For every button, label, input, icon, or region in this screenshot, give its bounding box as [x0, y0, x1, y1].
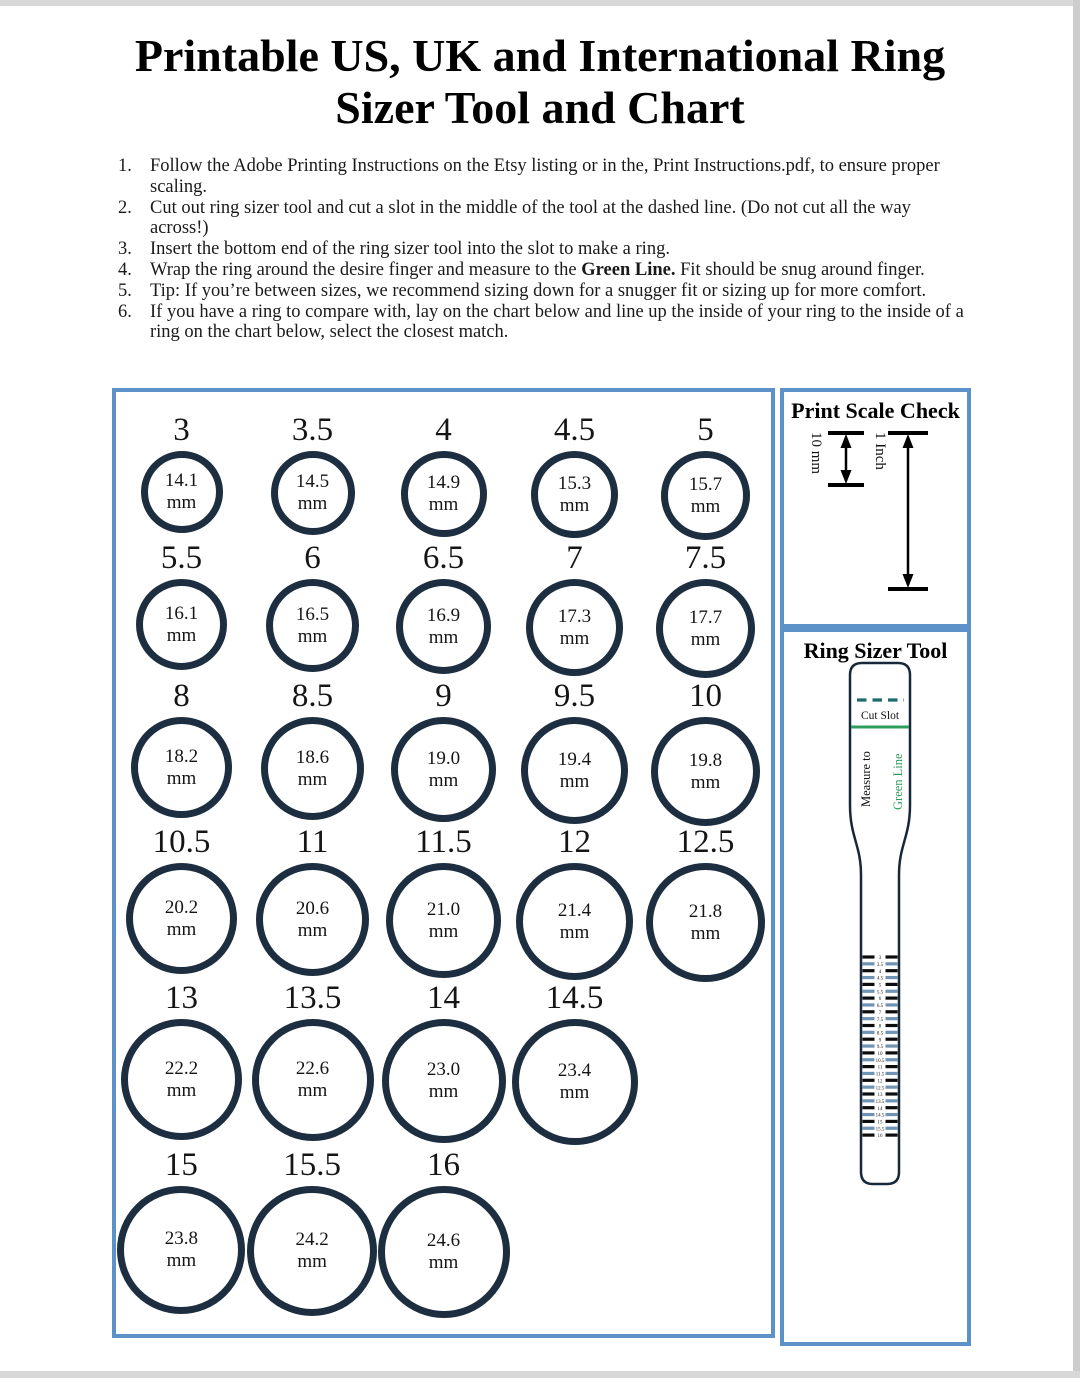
- ring-circle: [386, 863, 501, 978]
- ruler-size-label: 5: [878, 983, 882, 989]
- tick-left-7: [863, 1010, 875, 1013]
- instruction-text: Insert the bottom end of the ring sizer tool into the slot to make a ring.: [150, 239, 670, 260]
- tick-right-13.5: [886, 1099, 898, 1102]
- ring-size-cell: [521, 678, 628, 826]
- page-title-line2: Sizer Tool and Chart: [335, 82, 745, 134]
- ring-circle: [261, 717, 364, 820]
- ring-diameter-label: 14.1 mm: [164, 470, 199, 513]
- instruction-text: Wrap the ring around the desire finger and measure to the Green Line. Fit should be snug around finger.: [150, 259, 925, 280]
- ring-diameter-label: 23.8 mm: [164, 1228, 198, 1271]
- ring-diameter-label: 14.5 mm: [295, 471, 330, 514]
- tick-right-8.5: [886, 1031, 898, 1034]
- us-size-label: 3: [173, 412, 190, 448]
- tick-right-3.5: [886, 962, 898, 965]
- ring-circle: [396, 579, 491, 674]
- ring-diameter-label: 15.7 mm: [688, 473, 723, 517]
- ring-circle: [378, 1186, 510, 1318]
- us-size-label: 13: [165, 980, 198, 1016]
- ruler-size-label: 10.5: [875, 1058, 885, 1064]
- ruler-size-label: 11: [877, 1065, 883, 1071]
- size-row-5: [116, 980, 771, 1145]
- instruction-item-2: [118, 198, 974, 240]
- ring-circle: [521, 717, 628, 824]
- us-size-label: 3.5: [291, 412, 334, 448]
- us-size-label: 4: [435, 412, 452, 448]
- page-edge-top: [0, 0, 1080, 6]
- ring-circle: [516, 863, 633, 980]
- tick-left-12: [863, 1079, 875, 1082]
- us-size-label: 10: [689, 678, 722, 714]
- size-row-6: [116, 1147, 771, 1318]
- us-size-label: 6: [304, 540, 321, 576]
- ring-size-chart: [112, 388, 775, 1338]
- one-inch-arrowhead-up: [903, 434, 914, 448]
- ring-diameter-label: 14.9 mm: [426, 472, 461, 515]
- tick-right-15.5: [886, 1127, 898, 1130]
- us-size-label: 5: [697, 412, 714, 448]
- ring-circle: [382, 1019, 506, 1143]
- ruler-size-label: 7: [878, 1010, 882, 1016]
- tick-left-7.5: [863, 1017, 875, 1020]
- ring-diameter-label: 15.3 mm: [557, 472, 592, 516]
- ten-mm-label: 10 mm: [808, 432, 824, 475]
- us-size-label: 14: [427, 980, 460, 1016]
- tick-right-11: [886, 1065, 898, 1068]
- instruction-number: 1.: [118, 156, 132, 176]
- ring-diameter-label: 24.2 mm: [295, 1229, 329, 1272]
- us-size-label: 13.5: [283, 980, 342, 1016]
- instruction-item-4: [118, 260, 974, 281]
- instruction-item-3: [118, 239, 974, 260]
- green-line-label: Green Line: [891, 753, 905, 810]
- ring-diameter-label: 20.6 mm: [295, 897, 330, 941]
- tick-right-7: [886, 1010, 898, 1013]
- us-size-label: 15: [164, 1147, 198, 1183]
- ring-size-cell: [646, 824, 765, 982]
- ruler-size-label: 7.5: [876, 1017, 884, 1023]
- ring-circle: [646, 863, 765, 982]
- tick-right-12: [886, 1079, 898, 1082]
- tick-left-5: [863, 983, 875, 986]
- tick-right-10: [886, 1051, 898, 1054]
- ring-circle: [526, 579, 623, 676]
- tick-left-15: [863, 1120, 875, 1123]
- instruction-text: Follow the Adobe Printing Instructions on the Etsy listing or in the, Print Instructions.pdf, to ensure proper scaling.: [150, 156, 940, 197]
- tick-right-14: [886, 1106, 898, 1109]
- ring-size-cell: [256, 824, 369, 982]
- ring-diameter-label: 23.0 mm: [426, 1059, 461, 1102]
- print-scale-check-title: Print Scale Check: [791, 398, 960, 423]
- instructions-list: [118, 156, 974, 343]
- us-size-label: 11: [296, 824, 329, 860]
- tick-left-16: [863, 1134, 875, 1137]
- tick-left-13.5: [863, 1099, 875, 1102]
- ring-circle: [131, 717, 232, 818]
- ring-circle: [271, 451, 355, 535]
- page-title-line1: Printable US, UK and International Ring: [134, 30, 946, 81]
- tick-left-14: [863, 1106, 875, 1109]
- instruction-item-5: [118, 281, 974, 302]
- ring-circle: [117, 1186, 245, 1314]
- us-size-label: 16: [427, 1147, 460, 1183]
- ruler-size-label: 9: [878, 1038, 882, 1044]
- ruler-size-label: 5.5: [876, 990, 884, 996]
- tick-left-10: [863, 1051, 875, 1054]
- us-size-label: 7.5: [684, 540, 727, 576]
- ring-circle: [247, 1186, 377, 1316]
- tick-right-9.5: [886, 1044, 898, 1047]
- ruler-size-label: 4: [878, 969, 882, 975]
- us-size-label: 9.5: [553, 678, 596, 714]
- us-size-label: 4.5: [553, 412, 596, 448]
- ruler-size-label: 15: [877, 1120, 883, 1126]
- ring-diameter-label: 16.5 mm: [295, 603, 330, 647]
- ruler-size-label: 14: [877, 1106, 883, 1112]
- size-row-2: [116, 540, 771, 678]
- ring-circle: [126, 863, 237, 974]
- ruler-size-label: 13: [877, 1093, 883, 1099]
- ruler-size-label: 14.5: [875, 1113, 885, 1119]
- us-size-label: 7: [566, 540, 583, 576]
- tick-left-12.5: [863, 1086, 875, 1089]
- tick-left-4: [863, 969, 875, 972]
- tick-left-6.5: [863, 1003, 875, 1006]
- tick-left-10.5: [863, 1058, 875, 1061]
- one-inch-label: 1 Inch: [872, 432, 888, 470]
- tick-right-6: [886, 997, 898, 1000]
- ring-diameter-label: 21.8 mm: [688, 900, 723, 944]
- ring-diameter-label: 16.9 mm: [426, 604, 461, 648]
- tick-right-15: [886, 1120, 898, 1123]
- tick-left-9: [863, 1038, 875, 1041]
- ring-sizer-tool-panel: [780, 628, 971, 1346]
- ruler-size-label: 13.5: [875, 1099, 885, 1105]
- ruler-size-label: 3: [878, 956, 882, 962]
- ring-size-cell: [382, 980, 506, 1145]
- ring-size-cell: [396, 540, 491, 678]
- instruction-item-1: [118, 156, 974, 198]
- tick-right-14.5: [886, 1113, 898, 1116]
- ring-size-cell: [512, 980, 638, 1145]
- us-size-label: 11.5: [415, 824, 472, 860]
- ring-size-cell: [131, 678, 232, 826]
- ring-size-cell: [266, 540, 359, 678]
- ring-size-cell: [386, 824, 501, 982]
- ring-diameter-label: 19.0 mm: [426, 747, 461, 791]
- ring-size-cell: [136, 540, 227, 678]
- us-size-label: 8: [173, 678, 190, 714]
- ring-size-cell: [378, 1147, 510, 1318]
- us-size-label: 6.5: [422, 540, 465, 576]
- us-size-label: 12.5: [676, 824, 735, 860]
- ring-diameter-label: 18.2 mm: [164, 745, 199, 789]
- ring-diameter-label: 22.6 mm: [295, 1058, 330, 1101]
- ring-diameter-label: 21.4 mm: [557, 899, 592, 943]
- ring-size-cell: [126, 824, 237, 982]
- ring-circle: [512, 1019, 638, 1145]
- us-size-label: 15.5: [283, 1147, 341, 1183]
- tick-right-4.5: [886, 976, 898, 979]
- us-size-label: 10.5: [152, 824, 211, 860]
- ring-circle: [661, 451, 750, 540]
- ring-diameter-label: 17.3 mm: [557, 605, 592, 649]
- ring-size-cell: [121, 980, 242, 1145]
- ruler-size-label: 6.5: [876, 1004, 884, 1010]
- ring-circle: [256, 863, 369, 976]
- page-edge-bottom: [0, 1371, 1080, 1378]
- ring-size-cell: [252, 980, 374, 1145]
- us-size-label: 9: [435, 678, 452, 714]
- ring-diameter-label: 19.8 mm: [688, 749, 723, 793]
- ring-diameter-label: 18.6 mm: [295, 746, 330, 790]
- ring-circle: [531, 451, 618, 538]
- ruler-size-label: 11.5: [875, 1072, 885, 1078]
- tick-left-11.5: [863, 1072, 875, 1075]
- tick-left-13: [863, 1092, 875, 1095]
- instruction-number: 5.: [118, 280, 132, 301]
- ring-diameter-label: 22.2 mm: [164, 1057, 199, 1101]
- tick-right-3: [886, 955, 898, 958]
- ring-diameter-label: 24.6 mm: [426, 1230, 461, 1273]
- page-edge-right: [1073, 0, 1080, 1378]
- ring-diameter-label: 21.0 mm: [426, 898, 461, 942]
- tick-left-8: [863, 1024, 875, 1027]
- size-row-1: [116, 412, 771, 540]
- tick-right-5: [886, 983, 898, 986]
- ten-mm-arrowhead-up: [841, 434, 852, 448]
- ring-size-cell: [516, 824, 633, 982]
- tick-right-7.5: [886, 1017, 898, 1020]
- ring-size-cell: [651, 678, 760, 826]
- ring-size-cell: [391, 678, 496, 826]
- instruction-text: If you have a ring to compare with, lay on the chart below and line up the inside of your ring to the inside of a ring on the chart below, select the closest match.: [150, 301, 964, 343]
- instruction-number: 6.: [118, 301, 132, 322]
- ruler-size-label: 16: [877, 1134, 883, 1140]
- ring-size-cell: [401, 412, 487, 540]
- print-scale-check-panel: [780, 388, 971, 628]
- ring-size-cell: [526, 540, 623, 678]
- tick-left-3: [863, 955, 875, 958]
- us-size-label: 5.5: [160, 540, 203, 576]
- ruler-size-label: 8.5: [876, 1031, 884, 1037]
- size-row-3: [116, 678, 771, 826]
- tick-right-5.5: [886, 990, 898, 993]
- tick-right-9: [886, 1038, 898, 1041]
- tick-right-6.5: [886, 1003, 898, 1006]
- ten-mm-arrowhead-down: [841, 470, 852, 484]
- cut-slot-label: Cut Slot: [860, 710, 900, 722]
- tick-left-9.5: [863, 1044, 875, 1047]
- ring-circle: [121, 1019, 242, 1140]
- us-size-label: 12: [558, 824, 591, 860]
- tick-left-5.5: [863, 990, 875, 993]
- instruction-number: 4.: [118, 259, 132, 280]
- tick-right-4: [886, 969, 898, 972]
- size-row-4: [116, 824, 771, 982]
- tick-right-10.5: [886, 1058, 898, 1061]
- ruler-size-label: 8: [878, 1024, 882, 1030]
- print-scale-arrows: [784, 424, 967, 624]
- ring-circle: [141, 451, 223, 533]
- measure-to-label: Measure to: [859, 751, 873, 807]
- ring-size-cell: [247, 1147, 377, 1318]
- ring-size-cell: [656, 540, 755, 678]
- us-size-label: 14.5: [545, 980, 604, 1016]
- one-inch-arrowhead-down: [903, 574, 914, 588]
- ring-sizer-tool-title: Ring Sizer Tool: [803, 638, 948, 663]
- tick-right-16: [886, 1134, 898, 1137]
- ring-circle: [656, 579, 755, 678]
- page-title: [0, 30, 1080, 135]
- ruler-size-label: 4.5: [876, 976, 884, 982]
- ring-diameter-label: 20.2 mm: [164, 896, 199, 940]
- ring-circle: [401, 451, 487, 537]
- tick-left-3.5: [863, 962, 875, 965]
- ruler-size-label: 9.5: [876, 1045, 884, 1051]
- ring-size-cell: [531, 412, 618, 540]
- tick-right-12.5: [886, 1086, 898, 1089]
- ring-size-cell: [117, 1147, 245, 1318]
- ring-size-cell: [271, 412, 355, 540]
- ring-circle: [651, 717, 760, 826]
- ruler-size-label: 12: [877, 1079, 883, 1085]
- tick-right-11.5: [886, 1072, 898, 1075]
- ruler-size-label: 3.5: [876, 962, 884, 968]
- ring-size-cell: [661, 412, 750, 540]
- ring-diameter-label: 19.4 mm: [557, 748, 592, 792]
- instruction-number: 3.: [118, 239, 132, 260]
- tick-right-13: [886, 1092, 898, 1095]
- ring-circle: [252, 1019, 374, 1141]
- ruler-size-label: 6: [878, 997, 882, 1003]
- ring-diameter-label: 16.1 mm: [164, 602, 199, 646]
- ruler-size-label: 15.5: [875, 1127, 885, 1133]
- tick-left-11: [863, 1065, 875, 1068]
- ring-diameter-label: 17.7 mm: [688, 606, 723, 650]
- instruction-text: Tip: If you’re between sizes, we recommend sizing down for a snugger fit or sizing up for more comfort.: [150, 280, 927, 301]
- tick-left-8.5: [863, 1031, 875, 1034]
- ring-diameter-label: 23.4 mm: [557, 1060, 592, 1103]
- ruler-size-label: 12.5: [875, 1086, 885, 1092]
- ruler-size-label: 10: [877, 1052, 883, 1057]
- us-size-label: 8.5: [291, 678, 334, 714]
- ring-circle: [266, 579, 359, 672]
- instruction-number: 2.: [118, 197, 132, 218]
- instruction-item-6: [118, 302, 974, 344]
- tick-left-14.5: [863, 1113, 875, 1116]
- instruction-text: Cut out ring sizer tool and cut a slot in the middle of the tool at the dashed line. (Do not cut all the way across!): [150, 197, 911, 239]
- ring-circle: [391, 717, 496, 822]
- ring-size-cell: [141, 412, 223, 540]
- ring-size-cell: [261, 678, 364, 826]
- tick-left-6: [863, 997, 875, 1000]
- tick-right-8: [886, 1024, 898, 1027]
- tick-left-4.5: [863, 976, 875, 979]
- tick-left-15.5: [863, 1127, 875, 1130]
- ring-sizer-tool-shape: [844, 660, 934, 1205]
- ring-circle: [136, 579, 227, 670]
